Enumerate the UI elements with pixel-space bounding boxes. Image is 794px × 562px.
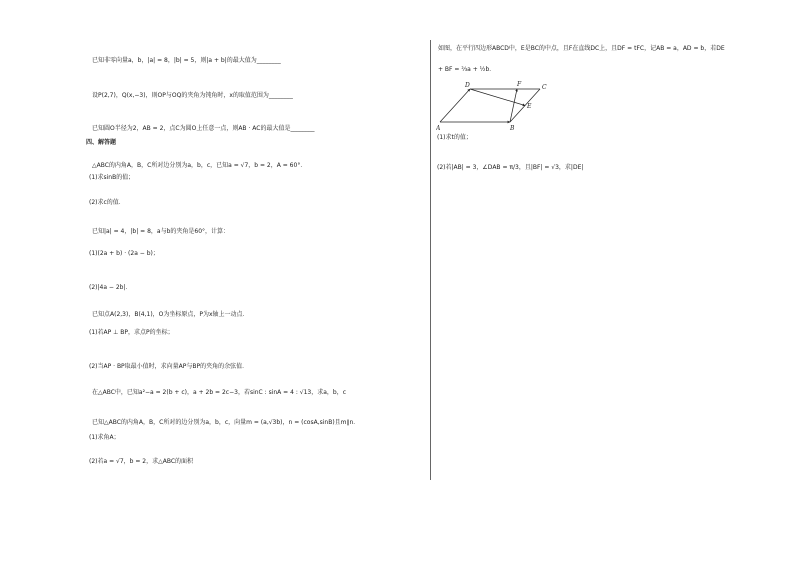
parallelogram-figure: [436, 80, 556, 132]
label-c: C: [542, 84, 547, 91]
question-max-sum-magnitude: 已知非零向量a，b，|a| = 8，|b| = 5，则|a + b|的最大值为________: [92, 57, 281, 64]
question-parallel-vectors-part1: (1)求角A；: [89, 434, 120, 441]
question-vector-compute-intro: 已知|a| = 4，|b| = 8，a与b的夹角是60°，计算：: [92, 228, 230, 235]
label-e: E: [527, 103, 532, 110]
question-parallelogram-intro: 如图，在平行四边形ABCD中，E是BC的中点，且F在直线DC上，且DF = tFC，记AB = a，AD = b，若DE: [438, 45, 725, 52]
label-f: F: [517, 81, 522, 88]
question-moving-point-intro: 已知点A(2,3)，B(4,1)，O为坐标原点，P为x轴上一动点．: [92, 311, 249, 318]
question-vector-compute-part1: (1)(2a + b) · (2a − b)；: [89, 250, 159, 257]
question-parallelogram-part1: (1)求t的值；: [437, 134, 472, 141]
question-triangle-sides: 在△ABC中，已知a²−a = 2(b + c)，a + 2b = 2c−3，若sinC : sinA = 4 : √13，求a，b，c: [92, 389, 347, 396]
column-divider: [430, 40, 431, 480]
vector-ad-line: [440, 89, 470, 122]
question-triangle-intro: △ABC的内角A，B，C所对边分别为a，b，c，已知a = √7，b = 2，A = 60°．: [92, 162, 307, 169]
question-moving-point-part2: (2)当AP · BP取最小值时，求向量AP与BP的夹角的余弦值．: [89, 363, 249, 370]
question-vector-compute-part2: (2)|4a − 2b|．: [89, 284, 132, 291]
question-triangle-part1: (1)求sinB的值；: [89, 174, 135, 181]
question-parallel-vectors-part2: (2)若a = √7，b = 2，求△ABC的面积: [89, 458, 194, 465]
label-a: A: [436, 125, 441, 132]
question-circle-dot-product: 已知圆O半径为2，AB = 2，点C为圆O上任意一点，则AB · AC的最大值是________: [92, 125, 315, 132]
question-parallelogram-part2: (2)若|AB| = 3，∠DAB = π/3，且|BF| = √3，求|DE|: [437, 164, 584, 171]
question-moving-point-part1: (1)若AP ⊥ BP，求点P的坐标；: [89, 329, 174, 336]
label-d: D: [465, 82, 470, 89]
vector-bf-line: [510, 89, 517, 122]
question-triangle-part2: (2)求c的值．: [89, 199, 125, 206]
label-b: B: [510, 125, 515, 132]
question-obtuse-angle-range: 设P(2,7)，Q(x,−3)，則OP与OQ的夹角为钝角时，x的取值范围为________: [92, 92, 293, 99]
question-parallel-vectors-intro: 已知△ABC的内角A，B，C所对的边分别为a，b，c，向量m = (a,√3b)，n = (cosA,sinB)且m∥n．: [92, 419, 360, 426]
section-heading-solutions: 四、解答题: [86, 139, 117, 146]
question-parallelogram-condition: + BF = ⅔a + ½b．: [438, 66, 496, 73]
